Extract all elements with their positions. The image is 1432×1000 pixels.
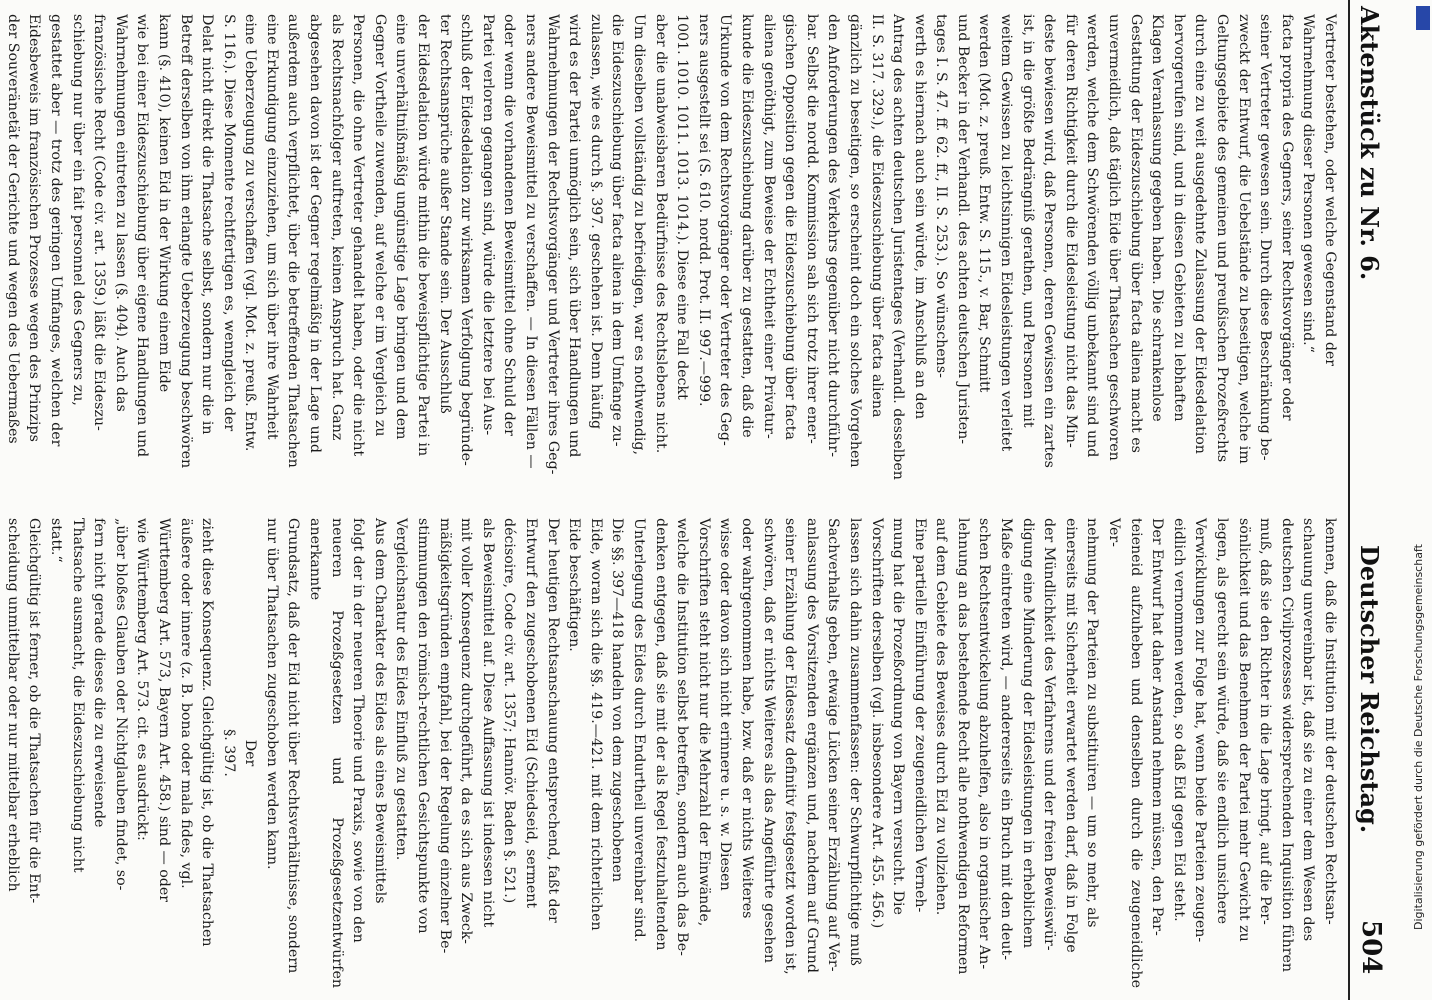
- text-line: bar. Selbst die nordd. Kommission sah sich trotz ihrer ener-: [803, 14, 820, 444]
- text-line: seiner Erzählung der Eidessatz definitiv festgesetzt worden ist,: [782, 518, 799, 975]
- page-header: [1350, 0, 1390, 1000]
- text-line: und Becker in der Verhandl. des achten deutschen Juristen-: [954, 14, 971, 445]
- text-line: Eide, woran sich die §§. 419.—421. mit dem richterlichen: [587, 518, 604, 931]
- text-line: den Anforderungen des Verkehrs gegenüber nicht durchführ-: [825, 14, 842, 457]
- text-line: hervorgerufen sind, und in diesen Gebieten zu lebhaften: [1170, 14, 1187, 422]
- text-line: Eide beschäftigen.: [566, 518, 583, 652]
- text-line: eine Ueberzeugung zu verschaffen (vgl. Mot. z. preuß. Entw.: [242, 14, 259, 452]
- text-line: Wahrnehmung dieser Personen gewesen sind.“: [1300, 14, 1317, 353]
- text-line: [0, 518, 1, 988]
- text-line: der Mündlichkeit des Verfahrens und der freien Beweiswür-: [1041, 518, 1058, 951]
- text-line: einerseits mit Sicherheit erwartet werden darf, daß in Folge: [1062, 518, 1079, 953]
- text-line: Vertreter bestehen, oder welche Gegenstand der: [1322, 14, 1338, 367]
- text-line: zulassen, wie es durch §. 397. geschehen ist. Denn häufig: [587, 14, 604, 430]
- page-number: 504: [1356, 920, 1386, 975]
- text-line: ist, in die größte Bedrängniß gerathen, und Personen mit: [1019, 14, 1036, 428]
- text-line: Eidesbeweis im französischen Prozesse wegen des Prinzips: [26, 14, 43, 442]
- text-line: Antrag des achten deutschen Juristentages (Verhandl. desselben: [890, 14, 907, 480]
- text-line: schiebung nur über ein fait personnel des Gegners zu,: [69, 14, 86, 406]
- text-line: eine unverhältnißmäßig ungünstige Lage bringen und dem: [393, 14, 410, 440]
- text-line: der Eidesdelation würde mithin die beweispflichtige Partei in: [415, 14, 432, 457]
- text-line: ter Rechtsansprüche außer Stande sein. Der Ausschluß: [436, 14, 453, 414]
- text-line: Klagen Veranlassung gegeben haben. Die schrankenlose: [1149, 14, 1166, 422]
- text-line: Vorschriften steht nicht nur die Mehrzahl der Einwände,: [695, 518, 712, 927]
- text-line: Unterlegung des Eides durch Endurtheil unvereinbar sind.: [631, 518, 647, 943]
- text-line: neueren Prozeßgesetzen und Prozeßgesetzentwürfen anerkannte: [307, 518, 345, 988]
- text-line: Urkunde von dem Rechtsvorgänger oder Vertreter des Geg-: [717, 14, 734, 446]
- text-line: Um dieselben vollständig zu befriedigen, war es nothwendig,: [631, 14, 647, 456]
- text-line: eine Erkundigung einzuziehen, um sich über ihre Wahrheit: [263, 14, 280, 440]
- text-line: §. 397.: [220, 729, 237, 777]
- text-line: eidlich vernommen werden, so daß Eid gegen Eid steht.: [1170, 518, 1187, 922]
- text-line: gänzlich zu beseitigen, so erscheint doch ein solches Vorgehen: [846, 14, 863, 468]
- text-line: schluß der Eidesdelation zur wirksamen Verfolgung begründe-: [458, 14, 475, 466]
- text-line: scheidung unmittelbar oder nur mittelbar erheblich: [4, 518, 21, 892]
- text-line: Entwurf den zugeschobenen Eid (Schiedseid, serment: [523, 518, 540, 909]
- text-line: zieht diese Konsequenz. Gleichgültig ist, ob die Thatsachen: [199, 518, 216, 947]
- text-line: II. S. 317. 329.), die Eideszuschiebung über facta aliena: [868, 14, 885, 418]
- text-line: lehnung an das bestehende Recht alle nothwendigen Reformen: [954, 518, 971, 975]
- text-line: schwören, daß er nichts Weiteres als das Angeführte gesehen: [760, 518, 777, 963]
- text-line: mäßigkeitsgründen empfahl, bei der Regelung einzelner Be-: [436, 518, 453, 954]
- text-line: aber die unabweisbaren Bedürfnisse des Rechtslebens nicht.: [652, 14, 669, 454]
- text-line: abgesehen davon ist der Gegner regelmäßig in der Lage und: [307, 14, 324, 453]
- right-text-column: [4, 14, 1340, 484]
- dfg-credit: Digitalisierung gefördert durch die Deutsche Forschungsgemeinschaft: [1412, 544, 1425, 930]
- text-line: Thatsache ausmacht, die Eideszuschiebung nicht: [69, 518, 86, 873]
- text-line: werth es hiernach auch sein würde, im Anschluß an den: [911, 14, 928, 420]
- text-line: durch eine zu weit ausgedehnte Zulassung der Eidesdelation: [1192, 14, 1209, 454]
- text-line: sönlichkeit und das Benehmen der Partei mehr Gewicht zu: [1235, 518, 1252, 942]
- text-line: teieneid aufzuheben und denselben durch die zeugeneidliche Ver-: [1106, 518, 1144, 988]
- text-line: werden, welche dem Schwörenden völlig unbekannt sind und: [1084, 14, 1101, 458]
- text-line: kunde die Eideszuschiebung darüber zu gestatten, daß die: [738, 14, 755, 438]
- text-line: S. 116.). Diese Momente rechtfertigen es, wenngleich der: [220, 14, 237, 432]
- text-line: Wahrnehmungen der Rechtsvorgänger und Vertreter ihres Geg-: [544, 14, 561, 475]
- text-line: Aus dem Charakter des Eides als eines Beweismittels: [371, 518, 388, 904]
- text-line: ners andere Beweismittel zu verschaffen. — In diesen Fällen —: [523, 14, 540, 469]
- text-line: welche die Institution selbst betreffen, sondern auch das Be-: [674, 518, 691, 956]
- text-line: Delat nicht direkt die Thatsache selbst, sondern nur die in: [199, 14, 216, 435]
- text-line: äußere oder innere (z. B. bona oder mala fides, vgl.: [177, 518, 194, 889]
- text-line: wie Württemberg Art. 573. cit. es ausdrückt:: [134, 518, 151, 841]
- text-line: Württemberg Art. 573, Bayern Art. 458.) sind — oder: [155, 518, 172, 903]
- text-line: Betreff derselben von ihm erlangte Ueberzeugung beschwören: [177, 14, 194, 469]
- text-line: kennen, daß die Institution mit der deutschen Rechtsan-: [1322, 518, 1338, 925]
- text-line: deste bewiesen wird, daß Personen, deren Gewissen ein zartes: [1041, 14, 1058, 468]
- text-line: schauung unvereinbar ist, daß sie zu einer dem Wesen des: [1300, 518, 1317, 942]
- page-title: Deutscher Reichstag.: [1355, 545, 1384, 834]
- text-line: deutschen Civilprozesses widersprechenden Inquisition führen: [1278, 518, 1295, 973]
- text-line: ners ausgestellt sei (S. 610. nordd. Prot. II. 997.—999.: [695, 14, 712, 407]
- text-line: tages I. S. 47. ff. 62. ff., II. S. 253.). So wünschens-: [933, 14, 950, 378]
- text-line: aliena genöthigt, zum Beweise der Echtheit einer Privatur-: [760, 14, 777, 439]
- text-line: décisoire, Code civ. art. 1357; Hannöv. Baden §. 521.): [501, 518, 518, 904]
- text-line: gestattet aber — trotz des geringen Umfanges, welchen der: [47, 14, 64, 447]
- text-line: weitem Gewissen zu leichtsinnigen Eidesleistungen verleitet: [998, 14, 1015, 452]
- text-line: Gegner Vortheile zuwenden, auf welche er im Vergleich zu: [371, 14, 388, 437]
- text-line: „über bloßes Glauben oder Nichtglauben findet, so-: [112, 518, 129, 891]
- text-line: Der heutigen Rechtsanschauung entsprechend, faßt der: [544, 518, 561, 923]
- text-line: mung hat die Prozeßordnung von Bayern versucht. Die: [890, 518, 907, 915]
- text-line: der Souveränetät der Gerichte und wegen des Uebermaßes: [4, 14, 21, 444]
- header-rule: [1348, 0, 1350, 1000]
- text-line: anlassung des Vorsitzenden ergänzen und, nachdem auf Grund: [803, 518, 820, 973]
- text-line: 1001. 1010. 1011. 1013. 1014.). Diese eine Fall deckt: [674, 14, 691, 400]
- text-line: facta propria des Gegners, seiner Rechtsvorgänger oder: [1278, 14, 1295, 421]
- text-line: Personen, die ohne Vertreter gehandelt haben, oder die nicht: [350, 14, 367, 457]
- text-line: [0, 14, 1, 484]
- text-line: Partei verloren gegangen sind, würde die letztere bei Aus-: [479, 14, 496, 436]
- text-line: oder wenn die vorhandenen Beweismittel ohne Schuld der: [501, 14, 518, 436]
- text-line: Verwicklungen zur Folge hat, wenn beide Parteien zeugen-: [1192, 518, 1209, 943]
- text-line: Gestattung der Eideszuschiebung über facta aliena macht es: [1127, 14, 1144, 453]
- text-line: zweckt der Entwurf, die Uebelstände zu beseitigen, welche im: [1235, 14, 1252, 464]
- text-line: statt.“: [47, 518, 64, 563]
- text-line: folgt der in der neueren Theorie und Praxis, sowie von den: [350, 518, 367, 943]
- text-line: Die §§. 397—418 handeln von dem zugeschobenen: [609, 518, 626, 883]
- text-line: wird es der Partei unmöglich sein, sich über Handlungen und: [566, 14, 583, 458]
- text-line: Maße eintreten wird, — andererseits ein Bruch mit den deut-: [998, 518, 1015, 961]
- text-line: oder wahrgenommen habe, bzw. daß er nichts Weiteres: [738, 518, 755, 919]
- text-line: kann (§. 410), keinen Eid in der Wirkung einem Eide: [155, 14, 172, 393]
- text-line: mit voller Konsequenz durchgeführt, da es sich aus Zweck-: [458, 518, 475, 944]
- text-line: muß, daß sie den Richter in die Lage bringt, auf die Per-: [1257, 518, 1274, 925]
- document-reference: Aktenstück zu Nr. 6.: [1355, 6, 1384, 281]
- text-line: Sachverhalts geben, etwaige Lücken seiner Erzählung auf Ver-: [825, 518, 842, 972]
- text-line: Eine partielle Einführung der zeugeneidlichen Verneh-: [911, 518, 928, 913]
- text-line: nur über Thatsachen zugeschoben werden kann.: [263, 518, 280, 870]
- text-line: wie bei einer Eideszuschiebung über eigene Handlungen und: [134, 14, 151, 458]
- text-line: die Eideszuschiebung über facta aliena in dem Umfange zu-: [609, 14, 626, 447]
- text-line: als Beweismittel auf. Diese Auffassung ist indessen nicht: [479, 518, 496, 928]
- text-line: Grundsatz, daß der Eid nicht über Rechtsverhältnisse, sondern: [285, 518, 302, 974]
- text-line: digung eine Minderung der Eidesleistungen in erheblichem: [1019, 518, 1036, 949]
- text-line: gischen Opposition gegen die Eideszuschiebung über facta: [782, 14, 799, 440]
- text-line: lassen sich dahin zusammenfassen: der Schwurpflichtige muß: [846, 518, 863, 966]
- text-line: außerdem auch verpflichtet, über die betreffenden Thatsachen: [285, 14, 302, 468]
- text-line: Der: [242, 739, 259, 767]
- text-line: auf dem Gebiete des Beweises durch Eid zu vollziehen.: [933, 518, 950, 916]
- text-line: legen, als gerecht sein würde, daß sie endlich unsichere: [1214, 518, 1231, 925]
- text-line: unvermeidlich, daß täglich Eide über Thatsachen geschworen: [1106, 14, 1123, 461]
- text-line: Wahrnehmungen eintreten zu lassen (§. 404). Auch das: [112, 14, 129, 412]
- text-line: Der Entwurf hat daher Anstand nehmen müssen, den Par-: [1149, 518, 1166, 936]
- text-line: schen Rechtsentwickelung abzuhelfen, also in organischer An-: [976, 518, 993, 970]
- text-line: Vergleichsnatur des Eides Einfluß zu gestatten.: [393, 518, 410, 861]
- text-line: Gleichgültig ist ferner, ob die Thatsachen für die Ent-: [26, 518, 43, 904]
- text-line: Geltungsgebiete des gemeinen und preußischen Prozeßrechts: [1214, 14, 1231, 463]
- text-line: wisse oder davon sich nicht erinnere u. s. w. Diesen: [717, 518, 734, 891]
- text-line: seiner Vertreter gewesen sein. Durch diese Beschränkung be-: [1257, 14, 1274, 461]
- text-line: für deren Richtigkeit durch die Eidesleistung nicht das Min-: [1062, 14, 1079, 448]
- left-text-column: [4, 518, 1340, 988]
- text-line: fern nicht gerade dieses die zu erweisende: [91, 518, 108, 828]
- dfg-logo: [1416, 6, 1430, 30]
- text-line: nehmung der Parteien zu substituiren — um so mehr, als: [1084, 518, 1101, 928]
- text-line: französische Recht (Code civ. art. 1359.) läßt die Eideszu-: [91, 14, 108, 431]
- text-line: Vorschriften derselben (vgl. insbesondere Art. 455. 456.): [868, 518, 885, 929]
- text-line: als Rechtsnachfolger auftreten, keinen Anspruch hat. Ganz: [328, 14, 345, 441]
- text-line: stimmungen den römisch-rechtlichen Gesichtspunkte von: [415, 518, 432, 934]
- text-line: werden (Mot. z. preuß. Entw. S. 115., v. Bar, Schmitt: [976, 14, 993, 393]
- text-line: denken entgegen, daß sie mit der als Regel festzuhaltenden: [652, 518, 669, 951]
